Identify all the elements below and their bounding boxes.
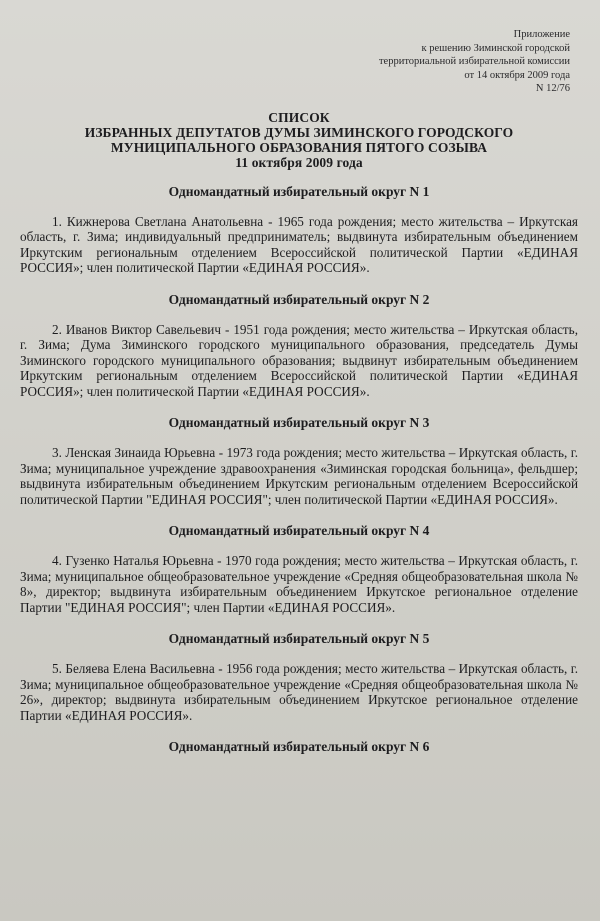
deputy-entry: 2. Иванов Виктор Савельевич - 1951 года рождения; место жительства – Иркутская область, г. Зима; Дума Зиминского городского муниципального образования, председатель Думы Зиминского городского муниципального образования; выдвинут избирательным объединением Иркутским региональным отделением Всероссийской политической Партии «ЕДИНАЯ РОССИЯ»; член политической Партии «ЕДИНАЯ РОССИЯ». bbox=[20, 321, 578, 399]
title-line: МУНИЦИПАЛЬНОГО ОБРАЗОВАНИЯ ПЯТОГО СОЗЫВА bbox=[110, 139, 488, 155]
district-heading: Одномандатный избирательный округ N 5 bbox=[168, 631, 430, 646]
appendix-line: к решению Зиминской городской bbox=[421, 42, 570, 54]
appendix-line: от 14 октября 2009 года bbox=[464, 69, 570, 81]
deputy-entry: 4. Гузенко Наталья Юрьевна - 1970 года рождения; место жительства – Иркутская область, г. Зима; муниципальное общеобразовательное учреждение «Средняя общеобразовательная школа № 8», директор; выдвинута избирательным объединением Иркутское региональное отделение Партии "ЕДИНАЯ РОССИЯ"; член Партии «ЕДИНАЯ РОССИЯ». bbox=[20, 553, 578, 615]
title-line: ИЗБРАННЫХ ДЕПУТАТОВ ДУМЫ ЗИМИНСКОГО ГОРОДСКОГО bbox=[84, 124, 514, 140]
appendix-line: территориальной избирательной комиссии bbox=[378, 56, 570, 67]
district-heading: Одномандатный избирательный округ N 2 bbox=[168, 291, 430, 307]
appendix-line: Приложение bbox=[513, 29, 570, 40]
district-heading: Одномандатный избирательный округ N 4 bbox=[168, 523, 430, 538]
appendix-line: N 12/76 bbox=[535, 83, 570, 94]
deputy-entry: 3. Ленская Зинаида Юрьевна - 1973 года рождения; место жительства – Иркутская область, г. Зима; муниципальное учреждение здравоохранения «Зиминская городская больница», фельдшер; выдвинута избирательным объединением Иркутским региональным отделением Всероссийской политической Партии "ЕДИНАЯ РОССИЯ"; член политической Партии «ЕДИНАЯ РОССИЯ». bbox=[20, 445, 578, 507]
title-line: СПИСОК bbox=[268, 109, 330, 125]
deputy-entry: 1. Кижнерова Светлана Анатольевна - 1965 года рождения; место жительства – Иркутская область, г. Зима; индивидуальный предприниматель; выдвинута избирательным объединением Иркутским региональным отделением Всероссийской политической Партии «ЕДИНАЯ РОССИЯ»; член политической Партии «ЕДИНАЯ РОССИЯ». bbox=[20, 213, 578, 275]
district-heading: Одномандатный избирательный округ N 1 bbox=[168, 183, 430, 199]
district-heading: Одномандатный избирательный округ N 3 bbox=[168, 415, 430, 430]
title-date: 11 октября 2009 года bbox=[235, 154, 363, 170]
appendix-note bbox=[20, 28, 570, 96]
district-heading: Одномандатный избирательный округ N 6 bbox=[168, 739, 430, 754]
deputy-entry: 5. Беляева Елена Васильевна - 1956 года рождения; место жительства – Иркутская область, г. Зима; муниципальное общеобразовательное учреждение «Средняя общеобразовательная школа № 26», директор; выдвинута избирательным объединением Иркутское региональное отделение Партии «ЕДИНАЯ РОССИЯ». bbox=[20, 661, 578, 723]
document-title bbox=[20, 110, 578, 170]
